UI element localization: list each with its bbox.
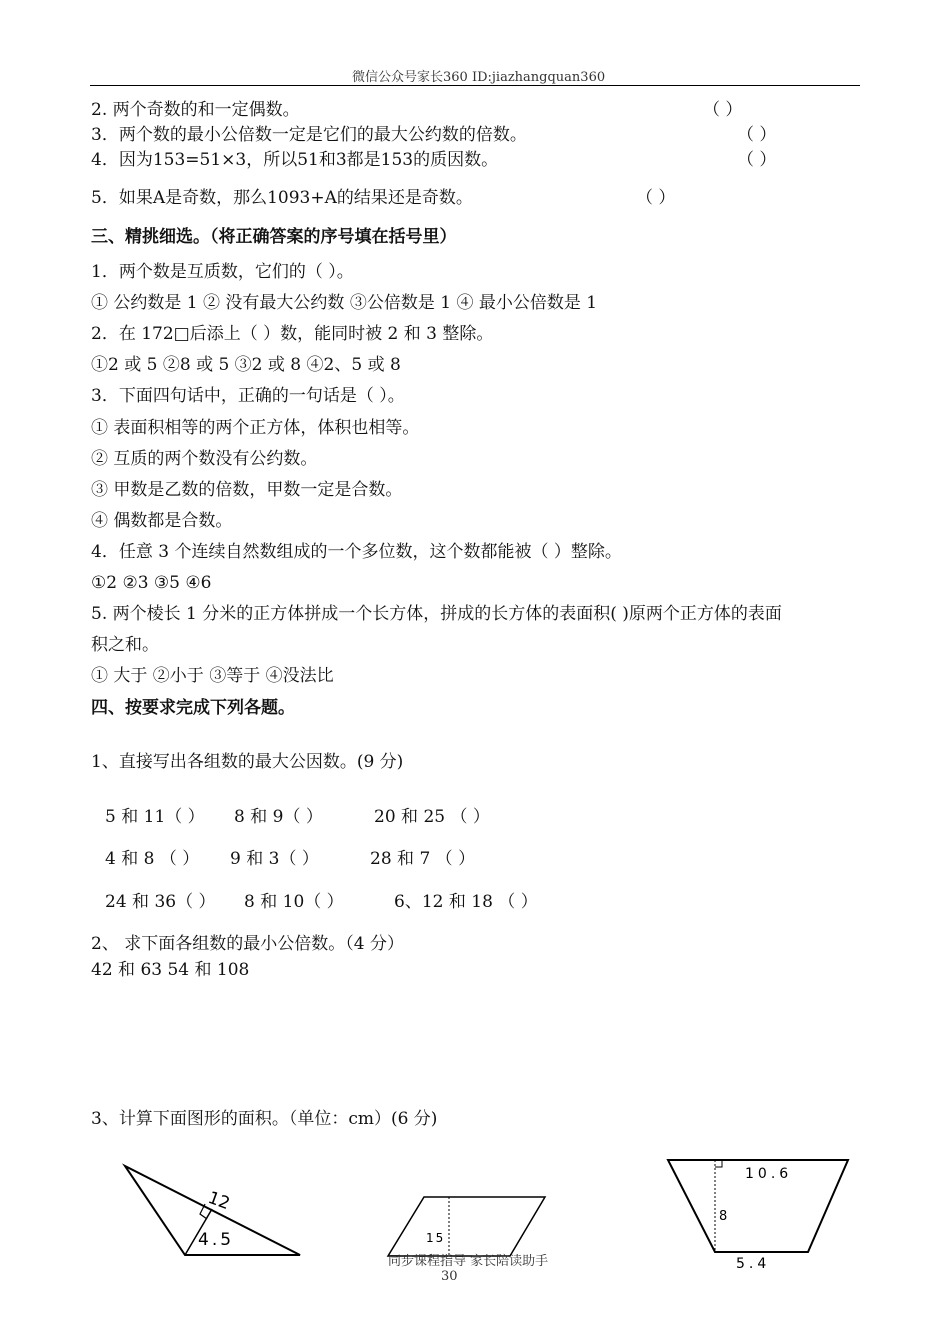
choice-line: ① 大于 ②小于 ③等于 ④没法比	[91, 666, 334, 686]
parallelogram-figure	[388, 1197, 545, 1256]
trapezoid-top-label: 10.6	[745, 1166, 793, 1182]
choice-line: ①2 ②3 ③5 ④6	[91, 573, 212, 593]
judge-item-4: 4．因为153=51×3，所以51和3都是153的质因数。	[91, 150, 499, 170]
judge-paren-4[interactable]: （ ）	[737, 150, 777, 170]
gcd-item[interactable]: 20 和 25 （ ）	[374, 807, 490, 827]
section-3-title: 三、精挑细选。（将正确答案的序号填在括号里）	[91, 227, 457, 247]
choice-line: ③ 甲数是乙数的倍数，甲数一定是合数。	[91, 480, 403, 500]
parallelogram-height-label: 15	[426, 1231, 446, 1245]
gcd-item[interactable]: 4 和 8 （ ）	[105, 849, 200, 869]
judge-item-5: 5．如果A是奇数，那么1093+A的结果还是奇数。	[91, 188, 473, 208]
q3-title: 3、计算下面图形的面积。（单位：cm）(6 分)	[91, 1109, 438, 1129]
page-header: 微信公众号家长360 ID:jiazhangquan360	[352, 70, 606, 85]
judge-paren-2[interactable]: （ ）	[703, 100, 743, 120]
choice-line: 1．两个数是互质数，它们的（ ）。	[91, 262, 354, 282]
gcd-item[interactable]: 8 和 10（ ）	[244, 892, 344, 912]
choice-line: ① 公约数是 1 ② 没有最大公约数 ③公倍数是 1 ④ 最小公倍数是 1	[91, 293, 598, 313]
triangle-height-label: 4.5	[198, 1230, 235, 1250]
choice-line: ② 互质的两个数没有公约数。	[91, 449, 318, 469]
judge-paren-3[interactable]: （ ）	[737, 125, 777, 145]
section-4-title: 四、按要求完成下列各题。	[91, 698, 295, 718]
trapezoid-figure	[668, 1160, 848, 1272]
triangle-figure	[125, 1166, 300, 1255]
gcd-item[interactable]: 24 和 36（ ）	[105, 892, 216, 912]
judge-item-2: 2. 两个奇数的和一定偶数。	[91, 100, 300, 120]
header-rule	[90, 85, 860, 86]
gcd-item[interactable]: 5 和 11（ ）	[105, 807, 205, 827]
gcd-item[interactable]: 8 和 9（ ）	[234, 807, 323, 827]
choice-line: ① 表面积相等的两个正方体，体积也相等。	[91, 418, 420, 438]
gcd-item[interactable]: 9 和 3（ ）	[230, 849, 319, 869]
page-number: 30	[441, 1269, 458, 1284]
triangle-side-label: 12	[205, 1187, 233, 1215]
choice-line: 4．任意 3 个连续自然数组成的一个多位数，这个数都能被（ ）整除。	[91, 542, 622, 562]
q2-title: 2、 求下面各组数的最小公倍数。（4 分）	[91, 934, 404, 954]
choice-line: 2．在 172□后添上（ ）数，能同时被 2 和 3 整除。	[91, 324, 494, 344]
gcd-item[interactable]: 6、12 和 18 （ ）	[394, 892, 538, 912]
gcd-item[interactable]: 28 和 7 （ ）	[370, 849, 476, 869]
choice-line: 5. 两个棱长 1 分米的正方体拼成一个长方体，拼成的长方体的表面积( )原两个正方体的表面	[91, 604, 782, 624]
footer-text: 同步课程指导 家长陪读助手	[388, 1254, 549, 1269]
choice-line: 积之和。	[91, 635, 159, 655]
q2-items: 42 和 63 54 和 108	[91, 960, 250, 980]
judge-paren-5[interactable]: （ ）	[636, 188, 676, 208]
choice-line: ①2 或 5 ②8 或 5 ③2 或 8 ④2、5 或 8	[91, 355, 401, 375]
trapezoid-bottom-label: 5.4	[736, 1256, 771, 1272]
judge-item-3: 3．两个数的最小公倍数一定是它们的最大公约数的倍数。	[91, 125, 527, 145]
choice-line: ④ 偶数都是合数。	[91, 511, 233, 531]
choice-line: 3．下面四句话中，正确的一句话是（ ）。	[91, 386, 405, 406]
q1-title: 1、直接写出各组数的最大公因数。(9 分)	[91, 752, 404, 772]
trapezoid-height-label: 8	[719, 1209, 728, 1224]
